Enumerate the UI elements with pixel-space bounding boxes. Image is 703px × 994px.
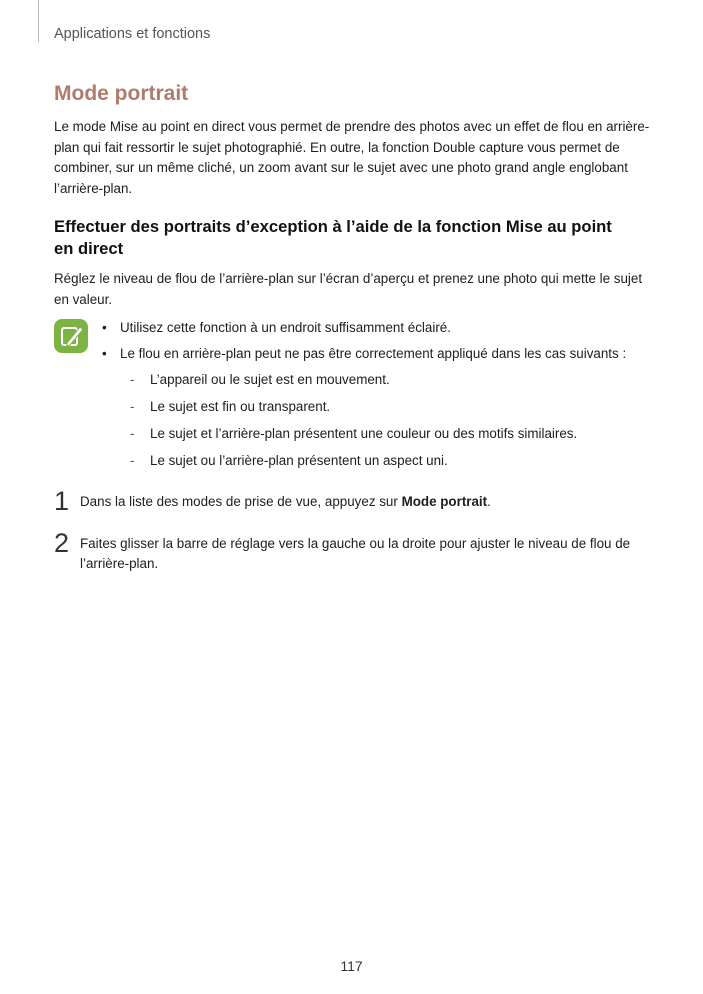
note-item-text: Utilisez cette fonction à un endroit suffisamment éclairé. (120, 320, 451, 335)
step-text: Faites glisser la barre de réglage vers la gauche ou la droite pour ajuster le niveau de flou de l’arrière-plan. (80, 536, 631, 571)
step-number: 1 (54, 486, 70, 516)
step-number: 2 (54, 528, 70, 558)
subheading: Effectuer des portraits d’exception à l’aide de la fonction Mise au point en direct (54, 217, 612, 258)
note-subitem-text: Le sujet et l’arrière-plan présentent une couleur ou des motifs similaires. (150, 426, 578, 441)
dash: - (130, 426, 135, 441)
dash: - (130, 399, 135, 414)
note-subitem (120, 370, 660, 390)
dash: - (130, 372, 135, 387)
note-item-text: Le flou en arrière-plan peut ne pas être correctement appliqué dans les cas suivants : (120, 346, 627, 361)
lede-paragraph: Réglez le niveau de flou de l’arrière-plan sur l’écran d’aperçu et prenez une photo qui mette le sujet en valeur. (54, 271, 643, 307)
running-header: Applications et fonctions (54, 26, 211, 42)
intro-paragraph: Le mode Mise au point en direct vous permet de prendre des photos avec un effet de flou en arrière-plan qui fait ressortir le sujet photographié. En outre, la fonction Double capture vous permet de combiner, sur un même cliché, un zoom avant sur le sujet avec une photo grand angle englobant l’arrière-plan. (54, 119, 650, 196)
note-item (100, 318, 660, 338)
note-sublist (120, 370, 660, 471)
note-subitem (120, 451, 660, 471)
dash: - (130, 453, 135, 468)
note-subitem-text: Le sujet est fin ou transparent. (150, 399, 331, 414)
step-text-after: . (487, 494, 491, 509)
note-subitem-text: Le sujet ou l’arrière-plan présentent un aspect uni. (150, 453, 448, 468)
section-title: Mode portrait (54, 82, 189, 105)
page-number: 117 (340, 958, 363, 974)
step-2 (54, 528, 664, 574)
note-pencil-icon (54, 319, 88, 353)
note-subitem-text: L’appareil ou le sujet est en mouvement. (150, 372, 390, 387)
note-item (100, 344, 660, 471)
step-text (80, 486, 664, 512)
note-subitem (120, 397, 660, 417)
header-divider (38, 0, 39, 42)
mode-portrait-label: Mode portrait (401, 494, 488, 509)
note-list (100, 318, 660, 478)
step-1 (54, 486, 664, 516)
note-subitem (120, 424, 660, 444)
bullet: • (102, 346, 107, 361)
bullet: • (102, 320, 107, 335)
step-text-before: Dans la liste des modes de prise de vue, appuyez sur (80, 494, 402, 509)
